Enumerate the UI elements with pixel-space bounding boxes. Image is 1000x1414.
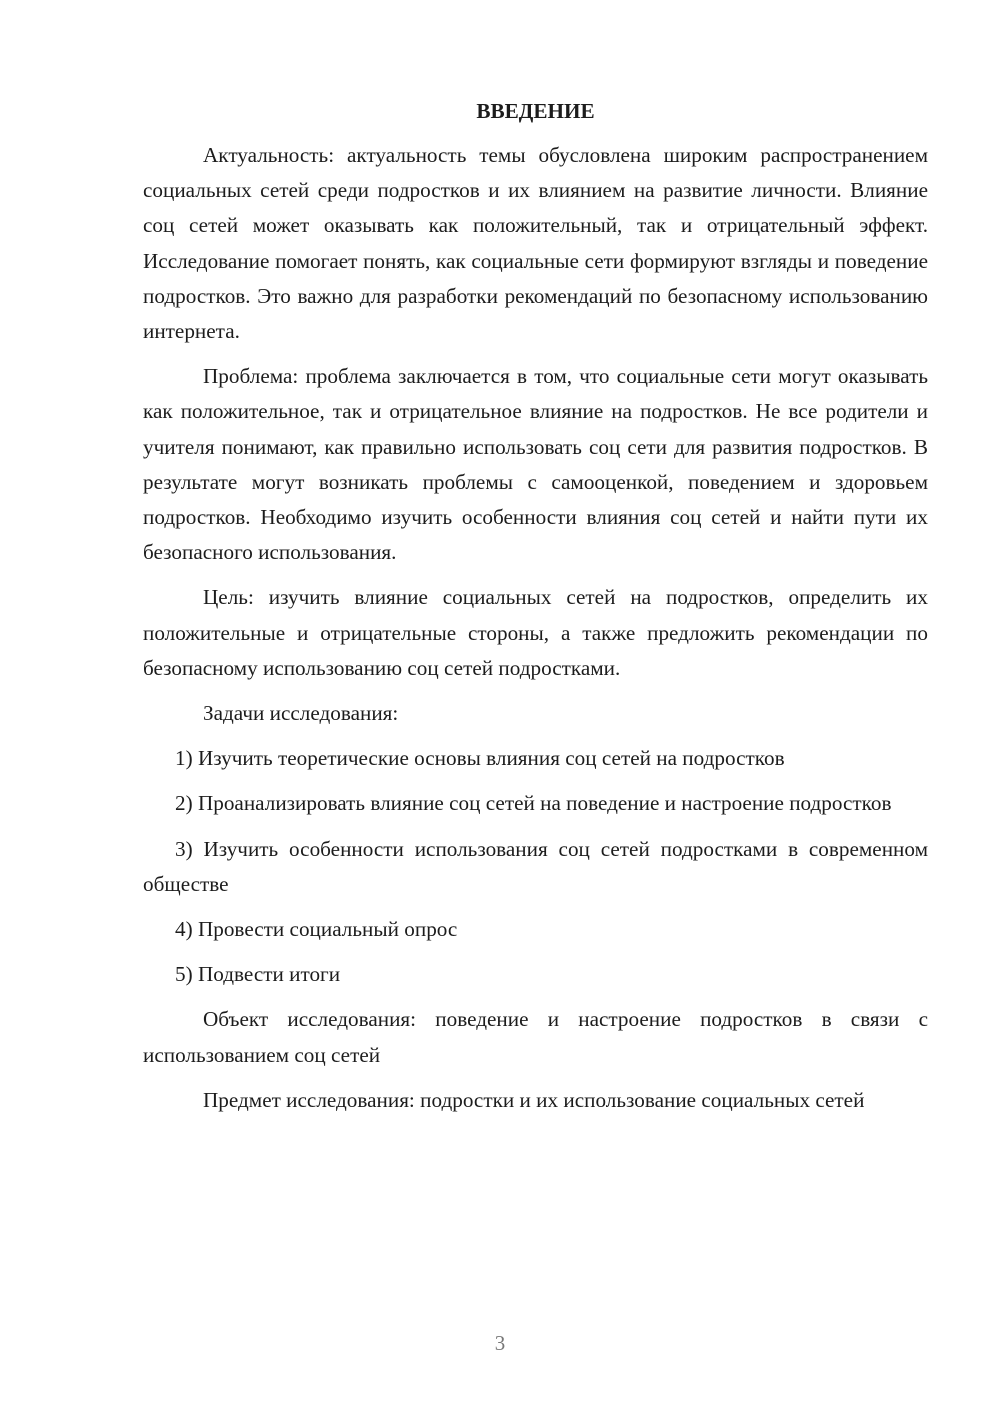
goal-paragraph: Цель: изучить влияние социальных сетей на подростков, определить их положительные и отрицательные стороны, а также предложить рекомендации по безопасному использованию соц сетей подростками.	[143, 585, 928, 680]
task-item: 5) Подвести итоги	[175, 962, 341, 987]
tasks-heading: Задачи исследования:	[203, 701, 399, 726]
task-item: 2) Проанализировать влияние соц сетей на поведение и настроение подростков	[175, 791, 892, 816]
page-title: ВВЕДЕНИЕ	[476, 99, 595, 123]
research-subject-paragraph: Предмет исследования: подростки и их использование социальных сетей	[203, 1087, 865, 1112]
page-number: 3	[494, 1331, 506, 1355]
relevance-paragraph: Актуальность: актуальность темы обусловлена широким распространением социальных сетей среди подростков и их влиянием на развитие личности. Влияние соц сетей может оказывать как положительный, так и отрицательный эффект. Исследование помогает понять, как социальные сети формируют взгляды и поведение подростков. Это важно для разработки рекомендаций по безопасному использованию интернета.	[143, 143, 928, 344]
research-object-paragraph: Объект исследования: поведение и настроение подростков в связи с использованием соц сетей	[143, 1007, 928, 1067]
task-item: 4) Провести социальный опрос	[175, 917, 458, 942]
document-page	[143, 95, 928, 1128]
task-item: 1) Изучить теоретические основы влияния соц сетей на подростков	[175, 746, 785, 771]
problem-paragraph: Проблема: проблема заключается в том, что социальные сети могут оказывать как положительное, так и отрицательное влияние на подростков. Не все родители и учителя понимают, как правильно использовать соц сети для развития подростков. В результате могут возникать проблемы с самооценкой, поведением и здоровьем подростков. Необходимо изучить особенности влияния соц сетей и найти пути их безопасного использования.	[143, 364, 928, 565]
task-item: 3) Изучить особенности использования соц сетей подростками в современном обществе	[143, 836, 928, 896]
